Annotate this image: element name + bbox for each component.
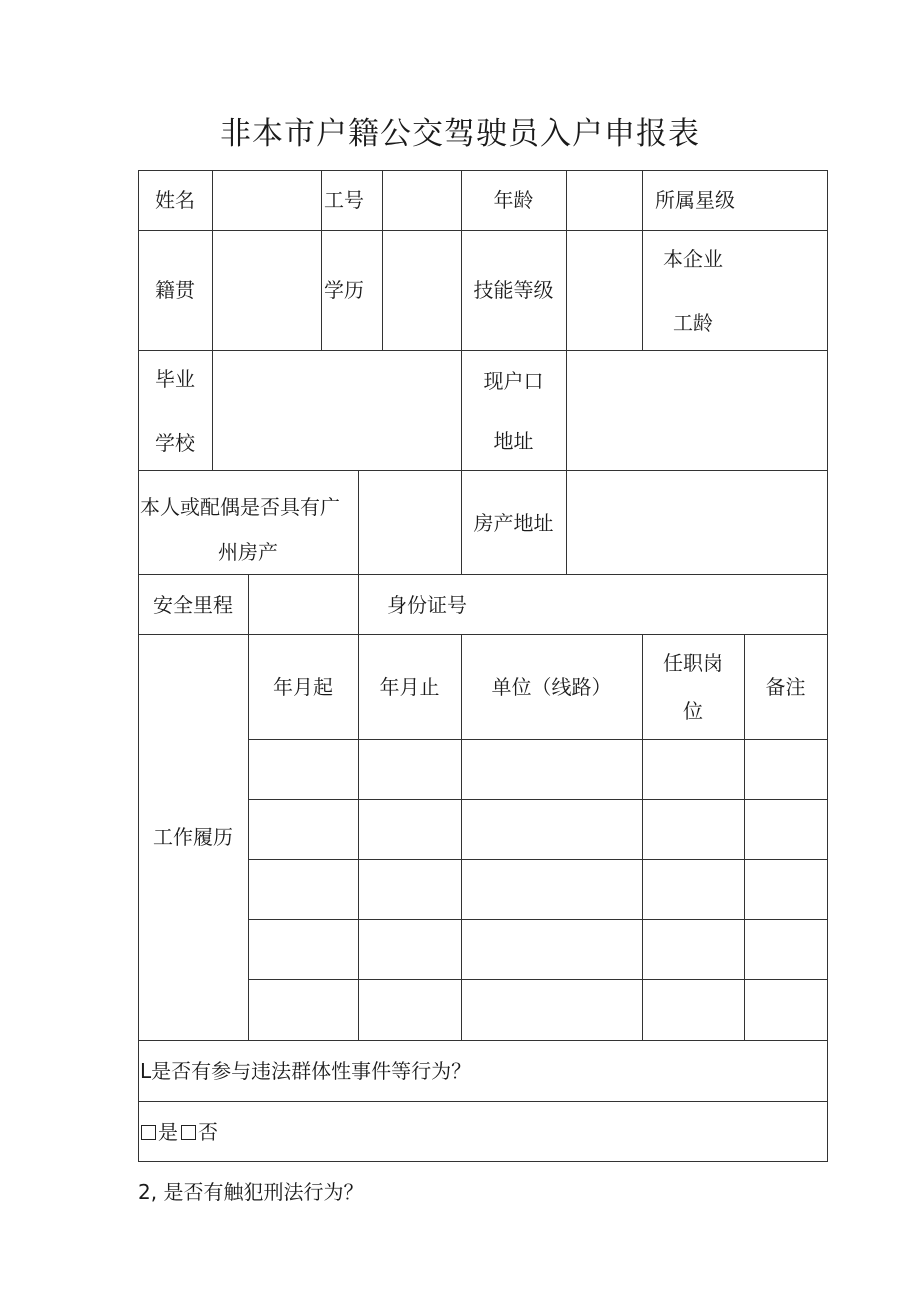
label-native-place: 籍贯	[155, 278, 195, 302]
col-start-date: 年月起	[273, 675, 333, 699]
label-school-line1: 毕业	[155, 367, 195, 391]
label-seniority-line2: 工龄	[673, 311, 713, 335]
yes-checkbox[interactable]	[141, 1125, 156, 1140]
table-rule	[642, 634, 643, 1040]
label-work-history: 工作履历	[153, 825, 233, 849]
table-rule	[138, 574, 828, 575]
col-remarks: 备注	[765, 675, 806, 699]
table-rule	[212, 350, 213, 470]
table-rule	[248, 739, 828, 740]
label-safe-mileage: 安全里程	[153, 593, 233, 617]
table-rule	[248, 799, 828, 800]
yes-label: 是	[158, 1120, 178, 1144]
label-id-card: 身份证号	[387, 593, 467, 617]
table-rule	[138, 350, 828, 351]
question-2: 2, 是否有触犯刑法行为？	[138, 1180, 364, 1204]
label-employee-id: 工号	[324, 188, 364, 212]
no-label: 否	[198, 1120, 218, 1144]
label-education: 学历	[324, 278, 364, 302]
table-rule	[248, 919, 828, 920]
label-name: 姓名	[155, 188, 195, 212]
table-rule	[358, 470, 359, 574]
label-hukou-line1: 现户口	[483, 369, 544, 393]
label-age: 年龄	[493, 188, 534, 212]
table-rule	[138, 1040, 828, 1041]
form-title: 非本市户籍公交驾驶员入户申报表	[220, 116, 700, 152]
label-property-address: 房产地址	[473, 511, 554, 535]
no-checkbox[interactable]	[181, 1125, 196, 1140]
table-rule	[212, 170, 213, 350]
question-1: L是否有参与违法群体性事件等行为？	[140, 1059, 472, 1083]
question-1-options	[141, 1120, 218, 1144]
label-skill-level: 技能等级	[473, 278, 554, 302]
label-star-level: 所属星级	[655, 188, 735, 212]
col-unit-route: 单位（线路）	[491, 675, 612, 699]
label-property-line1: 本人或配偶是否具有广	[140, 495, 340, 519]
table-rule	[138, 230, 828, 231]
table-rule	[358, 574, 359, 634]
table-rule	[138, 470, 828, 471]
table-rule	[248, 859, 828, 860]
table-rule	[138, 634, 828, 635]
table-rule	[248, 574, 249, 634]
label-hukou-line2: 地址	[493, 429, 534, 453]
label-seniority-line1: 本企业	[663, 247, 723, 271]
label-property-line2: 州房产	[218, 540, 278, 564]
col-end-date: 年月止	[379, 675, 440, 699]
table-border-right	[827, 170, 828, 1162]
table-rule	[248, 979, 828, 980]
col-post-line2: 位	[683, 699, 703, 723]
table-rule	[461, 170, 462, 470]
col-post-line1: 任职岗	[663, 651, 723, 675]
table-border-top	[138, 170, 828, 171]
table-border-bottom	[138, 1161, 828, 1162]
table-rule	[138, 1101, 828, 1102]
table-border-left	[138, 170, 139, 1162]
table-rule	[382, 170, 383, 350]
label-school-line2: 学校	[155, 431, 195, 455]
table-rule	[566, 170, 567, 574]
